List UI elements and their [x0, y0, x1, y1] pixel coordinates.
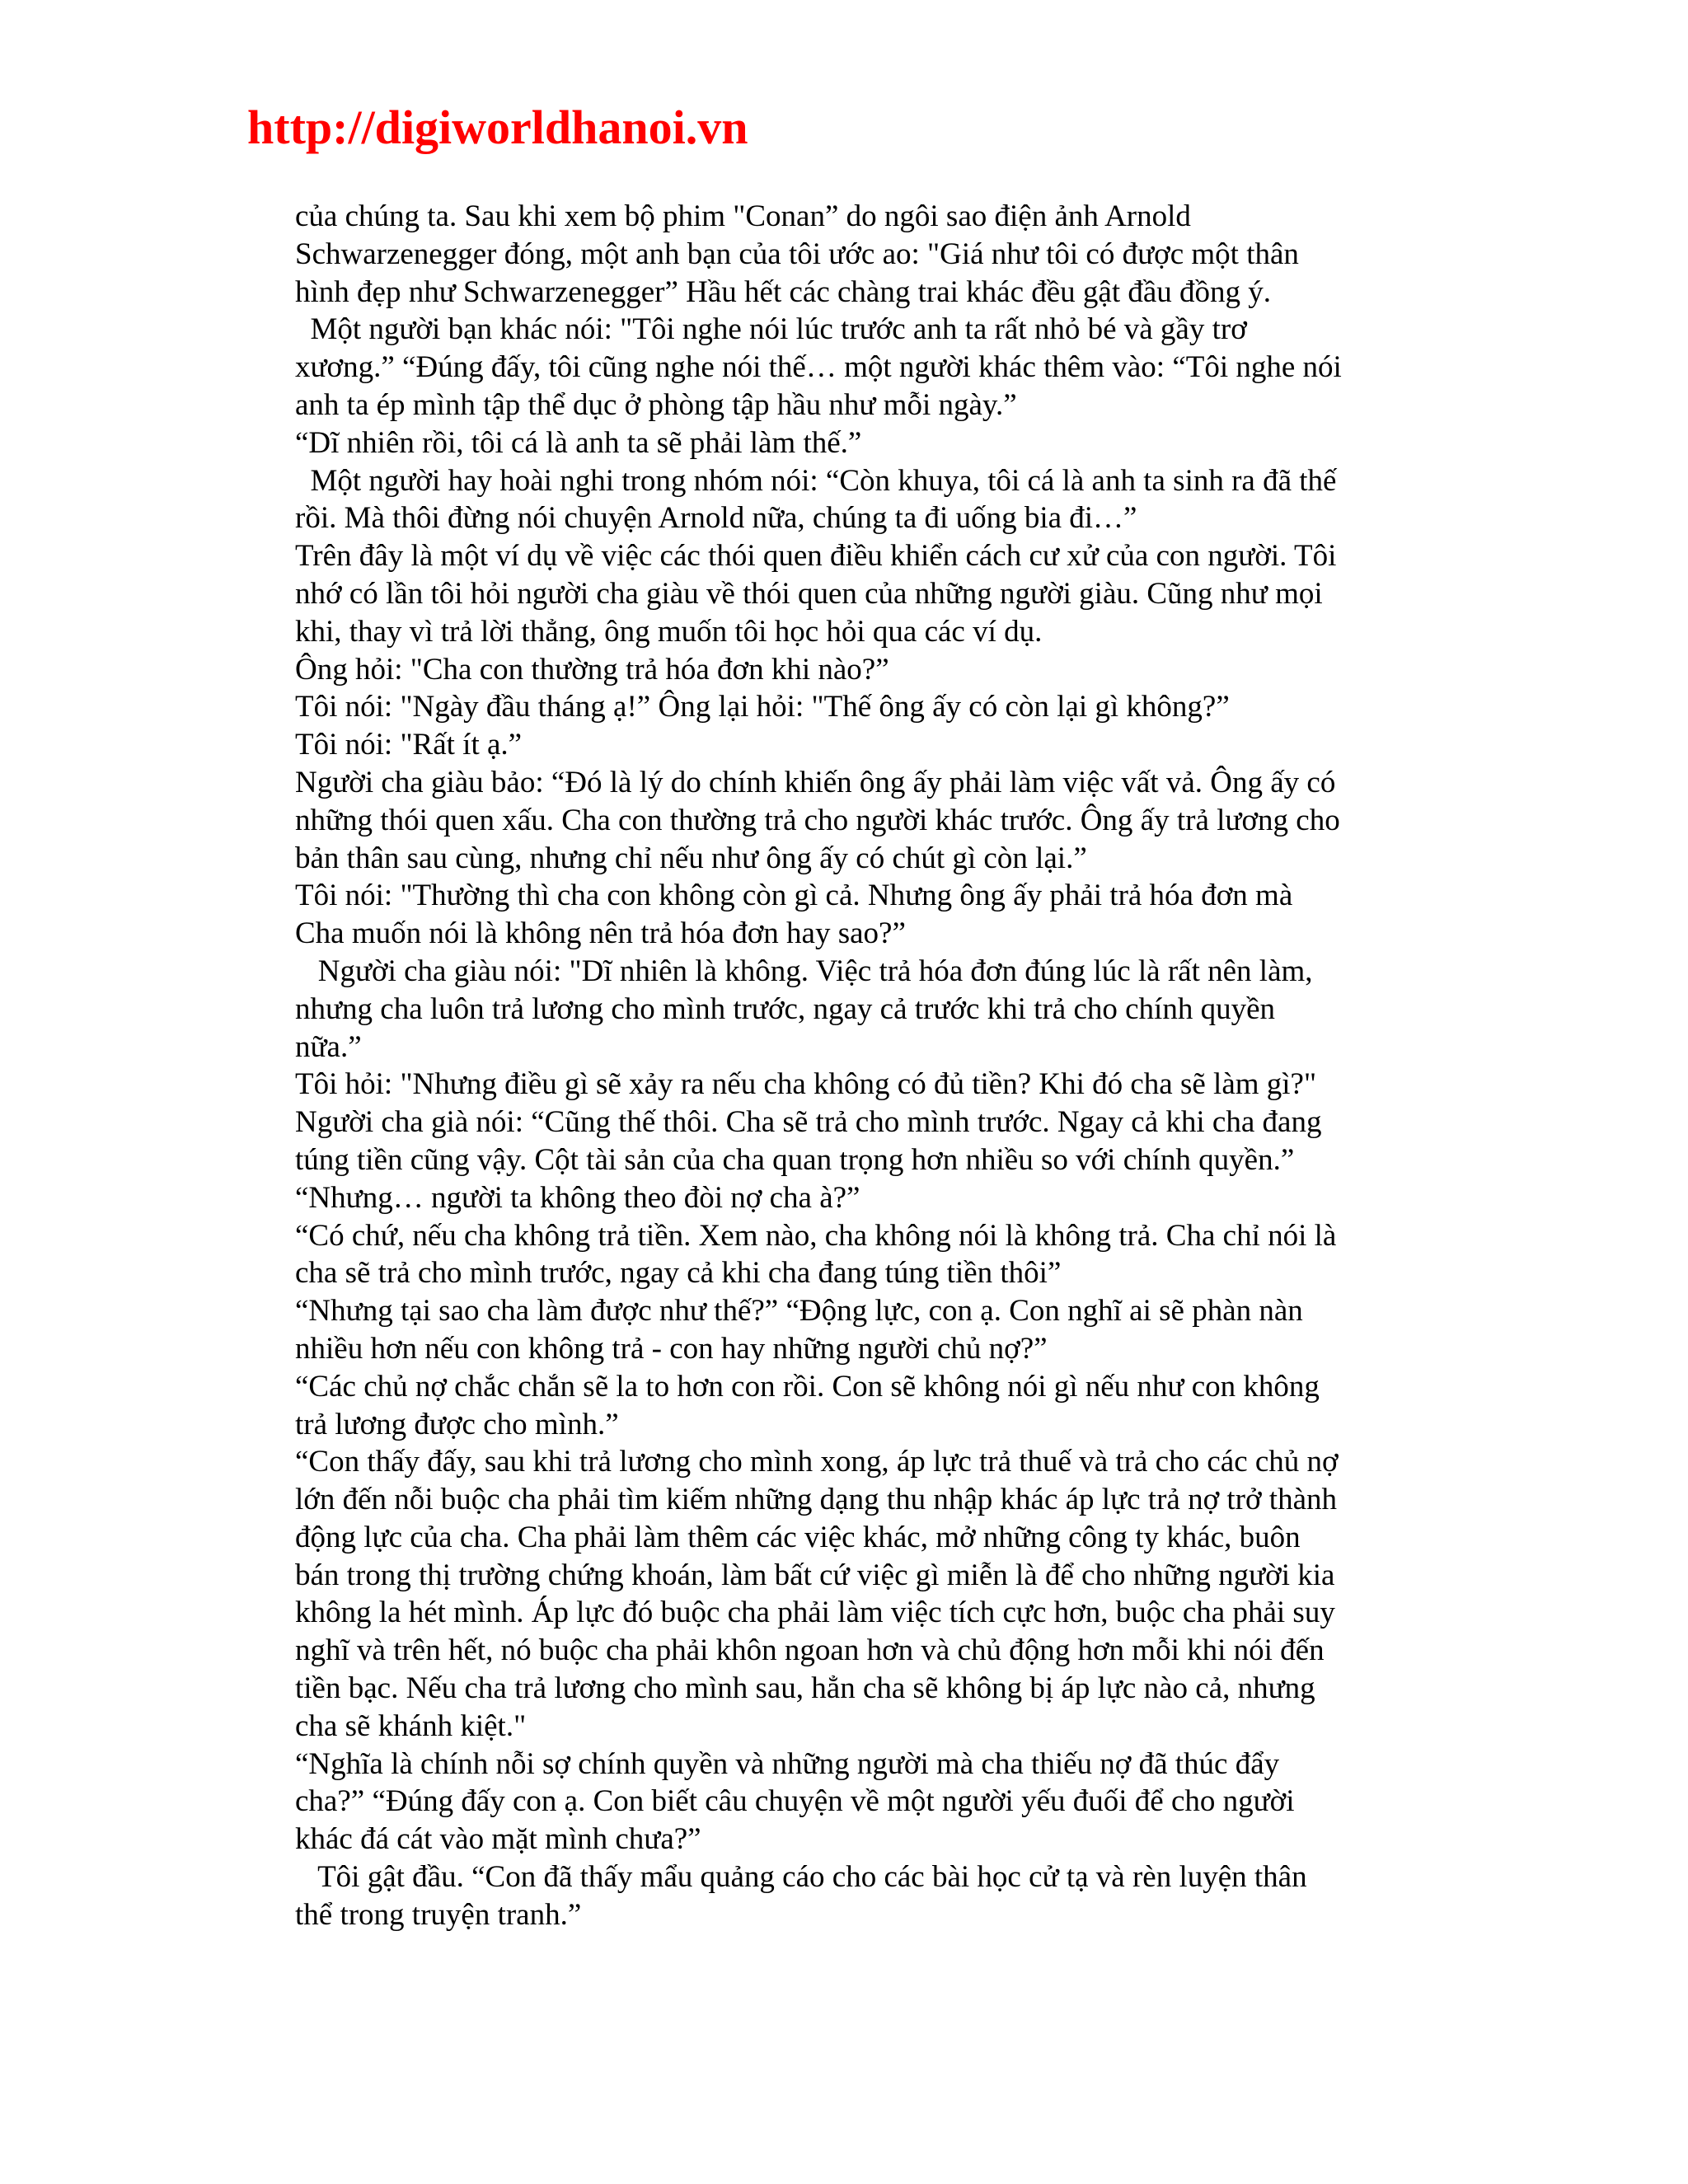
text-line: động lực của cha. Cha phải làm thêm các việc khác, mở những công ty khác, buôn — [295, 1520, 1301, 1554]
text-line: bán trong thị trường chứng khoán, làm bất cứ việc gì miễn là để cho những người kia — [295, 1558, 1335, 1592]
text-line: nhớ có lần tôi hỏi người cha giàu về thói quen của những người giàu. Cũng như mọi — [295, 576, 1323, 611]
text-line: Cha muốn nói là không nên trả hóa đơn hay sao?” — [295, 916, 906, 951]
text-line: xương.” “Đúng đấy, tôi cũng nghe nói thế… một người khác thêm vào: “Tôi nghe nói — [295, 350, 1342, 385]
text-line: cha sẽ khánh kiệt." — [295, 1708, 527, 1743]
text-line: túng tiền cũng vậy. Cột tài sản của cha quan trọng hơn nhiều so với chính quyền.” — [295, 1142, 1295, 1177]
text-line: không la hét mình. Áp lực đó buộc cha phải làm việc tích cực hơn, buộc cha phải suy — [295, 1596, 1335, 1630]
text-line: rồi. Mà thôi đừng nói chuyện Arnold nữa, chúng ta đi uống bia đi…” — [295, 501, 1137, 536]
text-line: nữa.” — [295, 1029, 362, 1064]
text-line: nhưng cha luôn trả lương cho mình trước, ngay cả trước khi trả cho chính quyền — [295, 991, 1275, 1026]
text-line: “Nhưng tại sao cha làm được như thế?” “Động lực, con ạ. Con nghĩ ai sẽ phàn nàn — [295, 1294, 1303, 1329]
text-line: “Các chủ nợ chắc chắn sẽ la to hơn con rồi. Con sẽ không nói gì nếu như con không — [295, 1369, 1320, 1404]
text-line: bản thân sau cùng, nhưng chỉ nếu như ông ấy có chút gì còn lại.” — [295, 841, 1087, 875]
text-line: Một người bạn khác nói: "Tôi nghe nói lúc trước anh ta rất nhỏ bé và gầy trơ — [295, 312, 1247, 347]
text-line: “Nhưng… người ta không theo đòi nợ cha à?” — [295, 1180, 860, 1215]
text-line: lớn đến nỗi buộc cha phải tìm kiếm những dạng thu nhập khác áp lực trả nợ trở thành — [295, 1483, 1337, 1517]
text-line: cha sẽ trả cho mình trước, ngay cả khi cha đang túng tiền thôi” — [295, 1256, 1062, 1291]
text-line: “Con thấy đấy, sau khi trả lương cho mình xong, áp lực trả thuế và trả cho các chủ nợ — [295, 1445, 1339, 1479]
text-line: cha?” “Đúng đấy con ạ. Con biết câu chuyện về một người yếu đuối để cho người — [295, 1784, 1295, 1819]
text-line: Ông hỏi: "Cha con thường trả hóa đơn khi nào?” — [295, 652, 889, 687]
text-line: Người cha giàu bảo: “Đó là lý do chính khiến ông ấy phải làm việc vất vả. Ông ấy có — [295, 765, 1336, 799]
text-line: Một người hay hoài nghi trong nhóm nói: “Còn khuya, tôi cá là anh ta sinh ra đã thế — [295, 463, 1337, 498]
text-line: những thói quen xấu. Cha con thường trả cho người khác trước. Ông ấy trả lương cho — [295, 803, 1340, 837]
text-line: Người cha giàu nói: "Dĩ nhiên là không. Việc trả hóa đơn đúng lúc là rất nên làm, — [295, 954, 1313, 988]
text-line: Người cha già nói: “Cũng thế thôi. Cha sẽ trả cho mình trước. Ngay cả khi cha đang — [295, 1105, 1322, 1140]
text-line: “Nghĩa là chính nỗi sợ chính quyền và những người mà cha thiếu nợ đã thúc đẩy — [295, 1746, 1280, 1781]
text-line: nhiều hơn nếu con không trả - con hay những người chủ nợ?” — [295, 1331, 1048, 1366]
text-line: anh ta ép mình tập thể dục ở phòng tập hầu như mỗi ngày.” — [295, 387, 1017, 422]
text-line: thể trong truyện tranh.” — [295, 1897, 582, 1932]
body-text — [295, 198, 1449, 1934]
text-line: Tôi nói: "Rất ít ạ.” — [295, 728, 523, 762]
text-line: nghĩ và trên hết, nó buộc cha phải khôn ngoan hơn và chủ động hơn mỗi khi nói đến — [295, 1633, 1325, 1668]
text-line: “Có chứ, nếu cha không trả tiền. Xem nào, cha không nói là không trả. Cha chỉ nói là — [295, 1218, 1337, 1253]
text-line: trả lương được cho mình.” — [295, 1407, 619, 1441]
text-line: Tôi hỏi: "Nhưng điều gì sẽ xảy ra nếu cha không có đủ tiền? Khi đó cha sẽ làm gì?" — [295, 1067, 1317, 1102]
text-line: Tôi nói: "Thường thì cha con không còn gì cả. Nhưng ông ấy phải trả hóa đơn mà — [295, 879, 1293, 913]
header-url-link[interactable]: http://digiworldhanoi.vn — [247, 101, 748, 154]
text-line: của chúng ta. Sau khi xem bộ phim "Conan” do ngôi sao điện ảnh Arnold — [295, 199, 1191, 233]
text-line: Tôi gật đầu. “Con đã thấy mẩu quảng cáo cho các bài học cử tạ và rèn luyện thân — [295, 1860, 1307, 1895]
text-line: “Dĩ nhiên rồi, tôi cá là anh ta sẽ phải làm thế.” — [295, 425, 862, 460]
text-line: Trên đây là một ví dụ về việc các thói quen điều khiển cách cư xử của con người. Tôi — [295, 539, 1337, 574]
text-line: Tôi nói: "Ngày đầu tháng ạ!” Ông lại hỏi: "Thế ông ấy có còn lại gì không?” — [295, 690, 1230, 724]
text-line: tiền bạc. Nếu cha trả lương cho mình sau, hẳn cha sẽ không bị áp lực nào cả, nhưng — [295, 1671, 1315, 1706]
text-line: khi, thay vì trả lời thẳng, ông muốn tôi học hỏi qua các ví dụ. — [295, 614, 1043, 649]
text-line: khác đá cát vào mặt mình chưa?” — [295, 1822, 701, 1857]
text-line: Schwarzenegger đóng, một anh bạn của tôi ước ao: "Giá như tôi có được một thân — [295, 237, 1299, 271]
text-line: hình đẹp như Schwarzenegger” Hầu hết các chàng trai khác đều gật đầu đồng ý. — [295, 274, 1272, 309]
